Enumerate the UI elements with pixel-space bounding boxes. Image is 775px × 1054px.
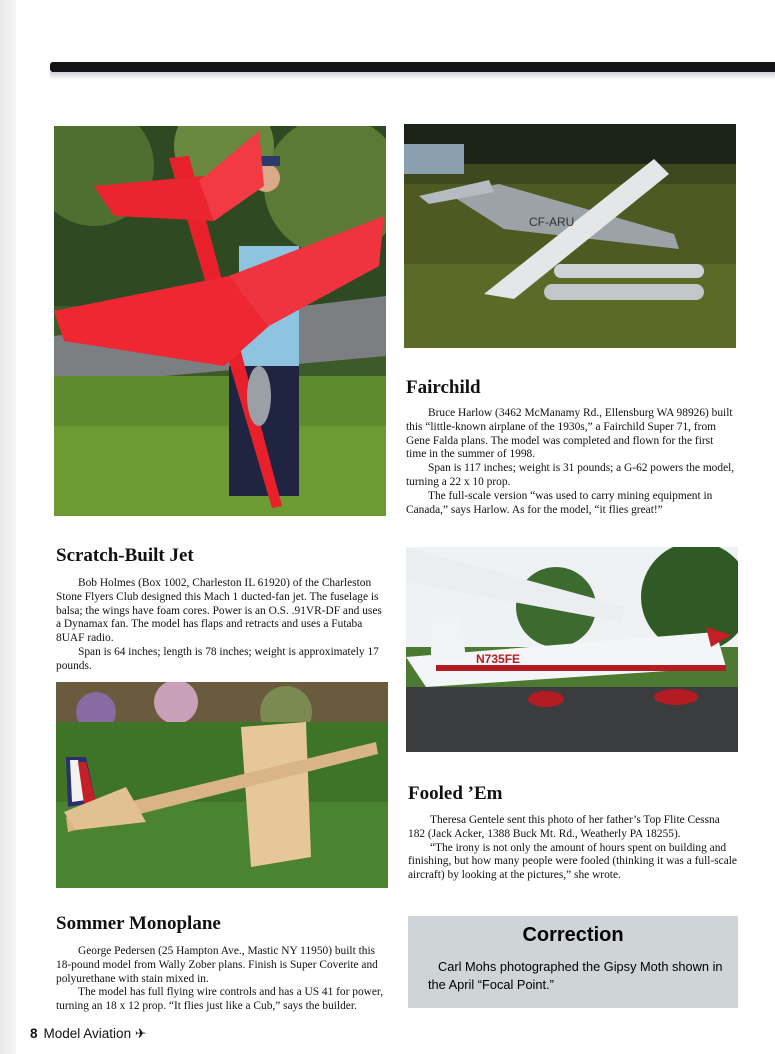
monoplane-body [56,945,388,1014]
fairchild-paragraph: Span is 117 inches; weight is 31 pounds; a G-62 powers the model, turning a 22 x 10 prop. [406,462,735,488]
fairchild-photo [404,124,736,348]
header-rule-shadow [50,72,775,80]
page-footer [30,1026,146,1042]
cessna-paragraph: “The irony is not only the amount of hours spent on building and finishing, but how many people were fooled (thinking it was a full-scale aircraft) by looking at the pictures,” she wrote. [408,841,737,882]
fairchild-title: Fairchild [406,377,481,398]
jet-body [56,577,388,674]
fairchild-paragraph: The full-scale version “was used to carry mining equipment in Canada,” says Harlow. As for the model, “it flies great!” [406,489,713,516]
monoplane-photo [56,682,388,888]
cessna-paragraph: Theresa Gentele sent this photo of her father’s Top Flite Cessna 182 (Jack Acker, 1388 Buck Mt. Rd., Weatherly PA 18255). [408,814,720,840]
monoplane-title: Sommer Monoplane [56,913,221,934]
jet-title: Scratch-Built Jet [56,545,194,566]
cessna-body [408,814,738,883]
correction-box [408,916,738,1008]
header-rule [50,62,775,72]
monoplane-paragraph: George Pedersen (25 Hampton Ave., Mastic NY 11950) built this 18-pound model from Wally Zober plans. Finish is Super Coverite and polyurethane with stain mixed in. [56,945,378,985]
magazine-name: Model Aviation [43,1026,132,1041]
jet-paragraph: Span is 64 inches; length is 78 inches; weight is approximately 17 pounds. [56,645,379,672]
monoplane-paragraph: The model has full flying wire controls and has a US 41 for power, turning an 18 x 12 prop. “It flies just like a Cub,” says the builder. [56,986,384,1013]
cessna-registration: N735FE [476,652,521,666]
fairchild-paragraph: Bruce Harlow (3462 McManamy Rd., Ellensburg WA 98926) built this “little-known airplane of the 1930s,” a Fairchild Super 71, from Gene Falda plans. The model was completed and flown for the first time in the summer of 1998. [406,407,733,461]
cessna-title: Fooled ’Em [408,783,503,804]
page-edge [0,0,16,1054]
correction-text: Carl Mohs photographed the Gipsy Moth shown in the April “Focal Point.” [428,959,723,992]
correction-title: Correction [522,924,624,946]
cessna-photo [406,547,738,752]
page-number: 8 [30,1026,38,1041]
fairchild-registration: CF-ARU [529,215,575,229]
fairchild-body [406,407,736,517]
jet-paragraph: Bob Holmes (Box 1002, Charleston IL 61920) of the Charleston Stone Flyers Club designed this Mach 1 ducted-fan jet. The fuselage is balsa; the wings have foam cores. Power is an O.S. .91VR-DF and uses a Dynamax fan. The model has flaps and retracts and uses a Futaba 8UAF radio. [56,577,382,645]
jet-photo [54,126,386,516]
airplane-icon: ✈ [134,1026,147,1041]
